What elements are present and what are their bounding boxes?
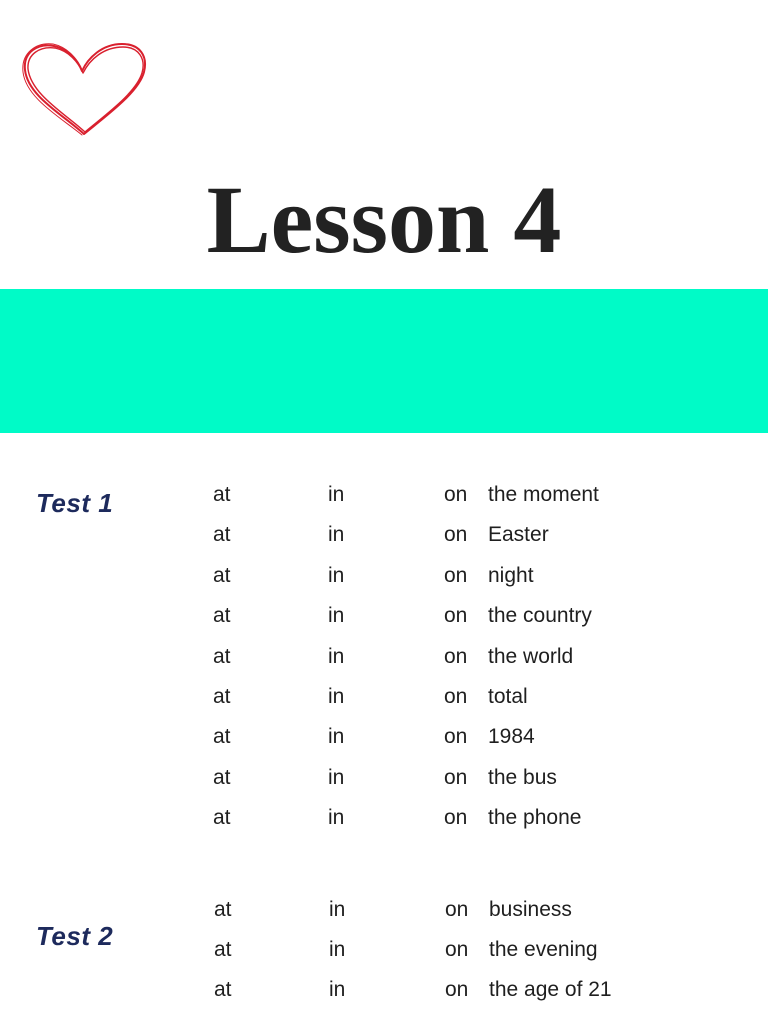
- option-on[interactable]: on: [444, 685, 468, 708]
- question-row: [0, 642, 768, 672]
- question-row: [0, 520, 768, 550]
- option-on[interactable]: on: [444, 563, 468, 587]
- option-in[interactable]: in: [328, 765, 345, 789]
- question-phrase: the evening: [489, 938, 598, 962]
- option-at[interactable]: at: [214, 898, 232, 921]
- option-in[interactable]: in: [328, 806, 345, 830]
- question-phrase: 1984: [488, 725, 535, 749]
- question-row: [0, 682, 768, 712]
- option-in[interactable]: in: [328, 563, 345, 587]
- color-band: [0, 289, 768, 433]
- option-on[interactable]: on: [444, 644, 468, 668]
- question-row: [0, 935, 768, 965]
- option-in[interactable]: in: [329, 898, 346, 921]
- option-in[interactable]: in: [328, 725, 345, 749]
- question-row: [0, 601, 768, 631]
- option-in[interactable]: in: [329, 978, 346, 1002]
- option-on[interactable]: on: [445, 978, 469, 1002]
- option-on[interactable]: on: [445, 898, 469, 921]
- option-at[interactable]: at: [213, 685, 231, 708]
- option-in[interactable]: in: [328, 483, 345, 506]
- test-label: Test 2: [36, 921, 114, 951]
- option-at[interactable]: at: [213, 806, 231, 830]
- question-row: [0, 763, 768, 793]
- option-on[interactable]: on: [444, 483, 468, 506]
- heart-icon: [18, 38, 150, 142]
- option-in[interactable]: in: [329, 938, 346, 962]
- question-phrase: the moment: [488, 483, 599, 506]
- option-at[interactable]: at: [213, 765, 231, 789]
- option-on[interactable]: on: [444, 765, 468, 789]
- option-at[interactable]: at: [213, 483, 231, 506]
- test-label: Test 1: [36, 488, 114, 518]
- option-at[interactable]: at: [214, 938, 232, 962]
- question-phrase: the world: [488, 644, 574, 668]
- page-title: Lesson 4: [206, 166, 562, 273]
- question-row: [0, 480, 768, 510]
- question-row: [0, 895, 768, 925]
- option-at[interactable]: at: [214, 978, 232, 1002]
- option-on[interactable]: on: [444, 806, 468, 830]
- question-phrase: total: [488, 685, 528, 708]
- question-phrase: the bus: [488, 765, 557, 789]
- question-phrase: the country: [488, 604, 592, 628]
- option-on[interactable]: on: [444, 523, 468, 547]
- option-in[interactable]: in: [328, 685, 345, 708]
- question-phrase: Easter: [488, 523, 549, 547]
- option-at[interactable]: at: [213, 644, 231, 668]
- option-at[interactable]: at: [213, 725, 231, 749]
- option-in[interactable]: in: [328, 523, 345, 547]
- option-at[interactable]: at: [213, 563, 231, 587]
- question-row: [0, 975, 768, 1005]
- question-phrase: night: [488, 563, 534, 587]
- option-in[interactable]: in: [328, 604, 345, 628]
- question-phrase: business: [489, 898, 572, 921]
- option-on[interactable]: on: [444, 725, 468, 749]
- question-row: [0, 803, 768, 833]
- option-at[interactable]: at: [213, 604, 231, 628]
- question-row: [0, 722, 768, 752]
- question-phrase: the age of 21: [489, 978, 612, 1002]
- option-on[interactable]: on: [444, 604, 468, 628]
- question-row: [0, 561, 768, 591]
- option-in[interactable]: in: [328, 644, 345, 668]
- question-phrase: the phone: [488, 806, 582, 830]
- option-at[interactable]: at: [213, 523, 231, 547]
- option-on[interactable]: on: [445, 938, 469, 962]
